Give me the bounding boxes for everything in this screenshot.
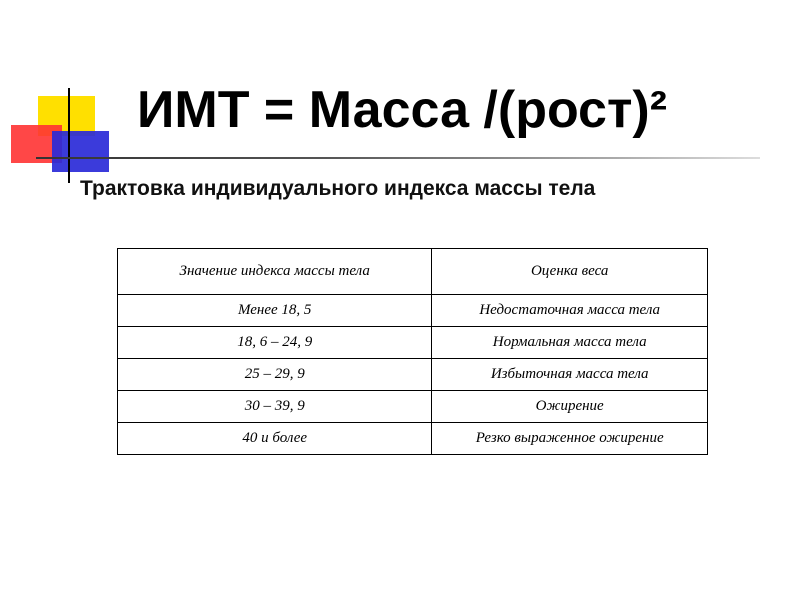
bmi-range-cell: 30 – 39, 9 — [118, 391, 432, 423]
logo-vertical-line — [68, 88, 70, 183]
table-header-row — [118, 249, 708, 295]
table-row — [118, 295, 708, 327]
title-underline — [36, 157, 760, 159]
table-caption — [68, 176, 688, 202]
bmi-range-cell: 25 – 29, 9 — [118, 359, 432, 391]
bmi-range-cell: 40 и более — [118, 423, 432, 455]
assessment-cell: Недостаточная масса тела — [432, 295, 708, 327]
assessment-cell: Резко выраженное ожирение — [432, 423, 708, 455]
logo-blue-square — [52, 131, 109, 172]
header-weight-assessment: Оценка веса — [432, 249, 708, 295]
table-row — [118, 359, 708, 391]
table-row — [118, 391, 708, 423]
bmi-range-cell: 18, 6 – 24, 9 — [118, 327, 432, 359]
bmi-range-cell: Менее 18, 5 — [118, 295, 432, 327]
slide-title: ИМТ = Масса /(рост)² — [137, 81, 668, 139]
table-caption-text: Трактовка индивидуального индекса массы тела — [80, 177, 596, 200]
assessment-cell: Нормальная масса тела — [432, 327, 708, 359]
table-row — [118, 327, 708, 359]
bmi-table — [117, 248, 708, 455]
table-row — [118, 423, 708, 455]
assessment-cell: Ожирение — [432, 391, 708, 423]
assessment-cell: Избыточная масса тела — [432, 359, 708, 391]
header-bmi-value: Значение индекса массы тела — [118, 249, 432, 295]
